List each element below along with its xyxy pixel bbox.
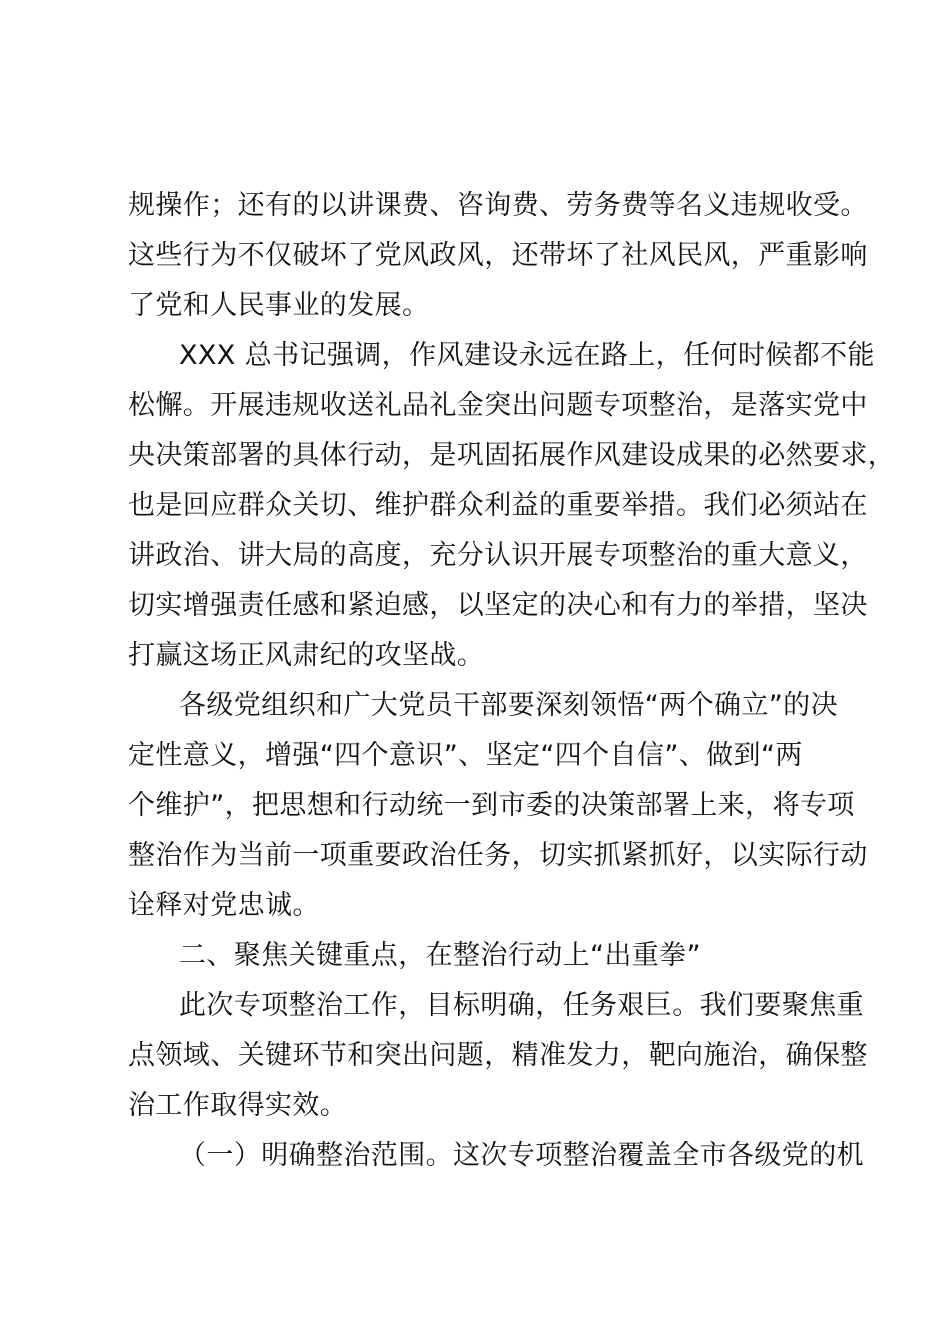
text-line: 规操作；还有的以讲课费、咨询费、劳务费等名义违规收受。 [128, 190, 868, 221]
text-line: 整治作为当前一项重要政治任务，切实抓紧抓好，以实际行动 [128, 840, 868, 871]
text-line: 松懈。开展违规收送礼品礼金突出问题专项整治，是落实党中 [128, 390, 868, 421]
text-line: 这些行为不仅破坏了党风政风，还带坏了社风民风，严重影响 [128, 240, 868, 271]
text-line: XXX 总书记强调，作风建设永远在路上，任何时候都不能 [179, 340, 875, 371]
text-line: 切实增强责任感和紧迫感，以坚定的决心和有力的举措，坚决 [128, 590, 868, 621]
text-line: 了党和人民事业的发展。 [128, 290, 430, 321]
text-line: 打赢这场正风肃纪的攻坚战。 [128, 640, 485, 671]
text-line: 治工作取得实效。 [128, 1090, 348, 1121]
text-line: 各级党组织和广大党员干部要深刻领悟“两个确立”的决 [179, 690, 838, 721]
text-line: 点领域、关键环节和突出问题，精准发力，靶向施治，确保整 [128, 1040, 868, 1071]
text-line: （一）明确整治范围。这次专项整治覆盖全市各级党的机 [179, 1140, 864, 1171]
text-line: 央决策部署的具体行动，是巩固拓展作风建设成果的必然要求， [128, 440, 896, 471]
text-line: 诠释对党忠诚。 [128, 890, 320, 921]
text-line: 也是回应群众关切、维护群众利益的重要举措。我们必须站在 [128, 490, 868, 521]
text-line: 此次专项整治工作，目标明确，任务艰巨。我们要聚焦重 [179, 990, 864, 1021]
text-line: 讲政治、讲大局的高度，充分认识开展专项整治的重大意义， [128, 540, 868, 571]
text-line: 个维护”，把思想和行动统一到市委的决策部署上来，将专项 [128, 790, 855, 821]
section-heading: 二、聚焦关键重点，在整治行动上“出重拳” [179, 940, 701, 971]
text-line: 定性意义，增强“四个意识”、坚定“四个自信”、做到“两 [128, 740, 803, 771]
